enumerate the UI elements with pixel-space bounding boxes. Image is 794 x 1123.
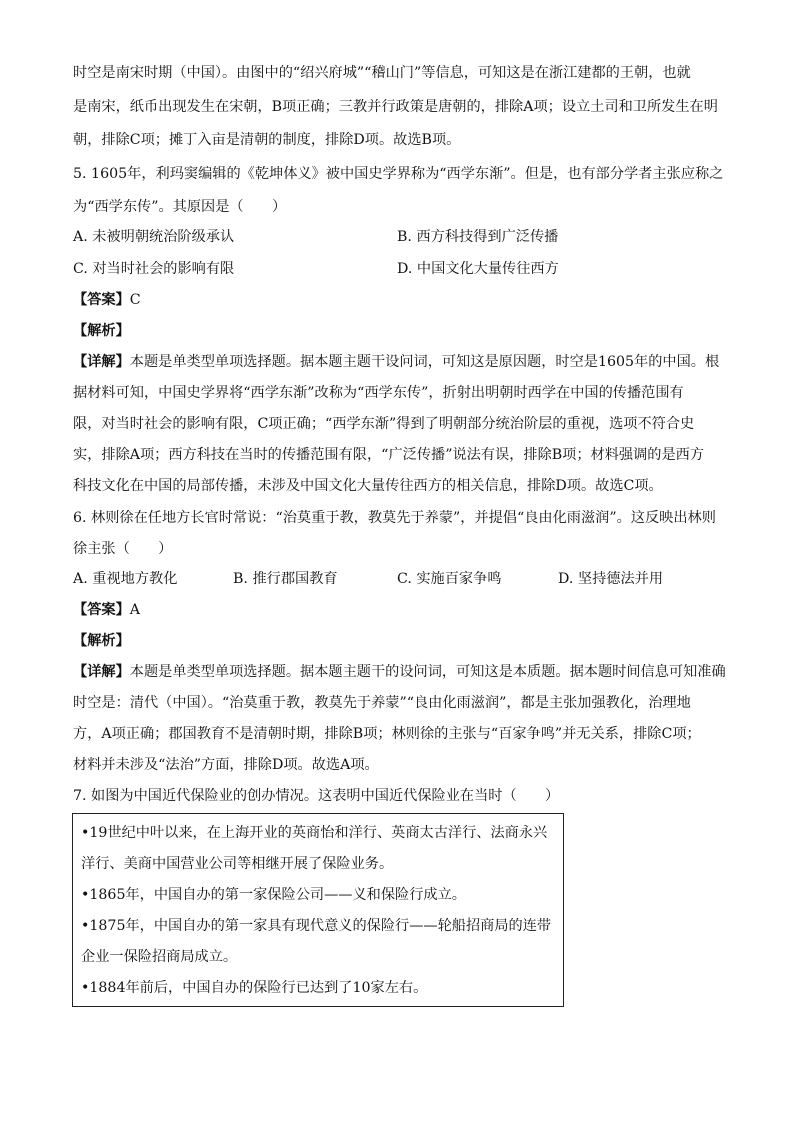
q6-option-c: C. 实施百家争鸣	[397, 571, 502, 587]
answer-tag: 【答案】	[73, 292, 130, 308]
q5-analysis-tag: 【解析】	[73, 323, 130, 339]
q5-detail-line: 据材料可知，中国史学界将“西学东渐”改称为“西学东传”，折射出明朝时西学在中国的传播范围有	[73, 385, 684, 401]
material-line: •1865年，中国自办的第一家保险公司——义和保险行成立。	[81, 887, 466, 903]
answer-value: A	[129, 602, 141, 618]
q6-stem: 徐主张（ ）	[73, 541, 173, 557]
material-line: •1884年前后，中国自办的保险行已达到了10家左右。	[81, 980, 428, 996]
q5-detail-line: 科技文化在中国的局部传播，未涉及中国文化大量传往西方的相关信息，排除D项。故选C项。	[73, 478, 663, 494]
q4-analysis-line: 朝，排除C项；摊丁入亩是清朝的制度，排除D项。故选B项。	[73, 132, 461, 148]
q5-stem: 为“西学东传”。其原因是（ ）	[73, 199, 287, 215]
q7-stem: 7. 如图为中国近代保险业的创办情况。这表明中国近代保险业在当时（ ）	[73, 788, 560, 804]
q5-detail-line	[73, 352, 719, 372]
material-line: 企业一保险招商局成立。	[81, 949, 238, 965]
q4-analysis-line: 时空是南宋时期（中国）。由图中的“绍兴府城”“稽山门”等信息，可知这是在浙江建都的王朝，也就	[73, 65, 691, 81]
q6-stem: 6. 林则徐在任地方长官时常说：“治莫重于教，教莫先于养蒙”，并提倡“良由化雨滋润”。这反映出林则	[73, 510, 716, 526]
q6-analysis-tag: 【解析】	[73, 633, 130, 649]
q6-option-b: B. 推行郡国教育	[233, 571, 338, 587]
q6-detail-line	[73, 662, 726, 682]
q6-answer	[73, 600, 140, 620]
q5-detail-line: 实，排除A项；西方科技在当时的传播范围有限，“广泛传播”说法有误，排除B项；材料强调的是西方	[73, 447, 705, 463]
q5-option-d: D. 中国文化大量传往西方	[397, 261, 559, 277]
q5-option-b: B. 西方科技得到广泛传播	[397, 229, 559, 245]
q6-option-d: D. 坚持德法并用	[558, 571, 664, 587]
detail-tag: 【详解】	[73, 664, 130, 680]
q4-analysis-line: 是南宋，纸币出现发生在宋朝，B项正确；三教并行政策是唐朝的，排除A项；设立土司和卫所发生在明	[73, 99, 718, 115]
q6-option-a: A. 重视地方教化	[73, 571, 178, 587]
q6-detail-line: 方，A项正确；郡国教育不是清朝时期，排除B项；林则徐的主张与“百家争鸣”并无关系，排除C项；	[73, 726, 701, 742]
detail-tag: 【详解】	[73, 354, 130, 370]
answer-value: C	[129, 292, 141, 308]
q5-stem: 5. 1605年，利玛窦编辑的《乾坤体义》被中国史学界称为“西学东渐”。但是，也有部分学者主张应称之	[73, 166, 724, 182]
q5-answer	[73, 290, 141, 310]
q5-option-c: C. 对当时社会的影响有限	[73, 261, 235, 277]
detail-text: 本题是单类型单项选择题。据本题主题干设问词，可知这是原因题，时空是1605年的中国。根	[129, 354, 720, 370]
material-line: •1875年，中国自办的第一家具有现代意义的保险行——轮船招商局的连带	[81, 918, 552, 934]
q5-option-a: A. 未被明朝统治阶级承认	[73, 229, 235, 245]
detail-text: 本题是单类型单项选择题。据本题主题干的设问词，可知这是本质题。据本题时间信息可知准确	[129, 664, 726, 680]
q6-detail-line: 材料并未涉及“法治”方面，排除D项。故选A项。	[73, 757, 379, 773]
material-line: •19世纪中叶以来，在上海开业的英商怡和洋行、英商太古洋行、法商永兴	[81, 825, 548, 841]
q7-material-box	[72, 813, 564, 1007]
material-line: 洋行、美商中国营业公司等相继开展了保险业务。	[81, 856, 394, 872]
answer-tag: 【答案】	[73, 602, 130, 618]
q5-detail-line: 限，对当时社会的影响有限，C项正确；“西学东渐”得到了明朝部分统治阶层的重视，选项不符合史	[73, 416, 695, 432]
q6-detail-line: 时空是：清代（中国）。“治莫重于教，教莫先于养蒙”“良由化雨滋润”，都是主张加强教化，治理地	[73, 695, 691, 711]
